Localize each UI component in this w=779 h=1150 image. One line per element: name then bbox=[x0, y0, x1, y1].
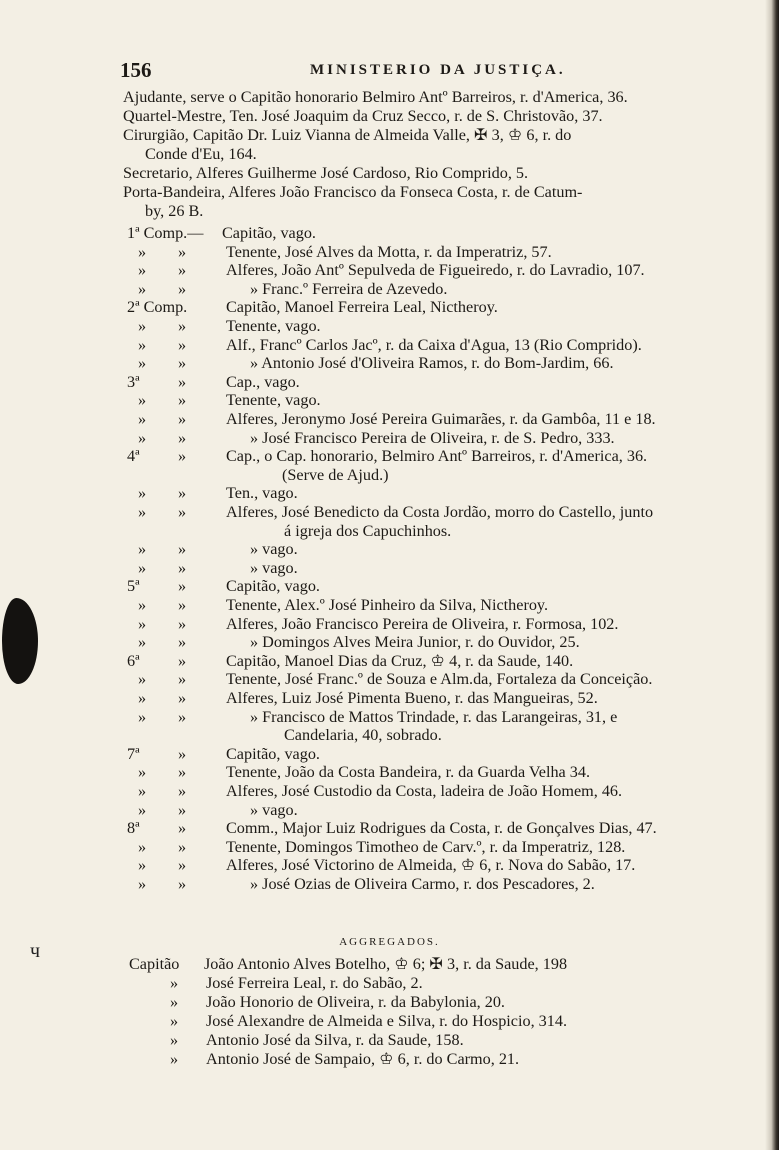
page-edge-shadow bbox=[765, 0, 779, 1150]
officer-entry: » Antonio José d'Oliveira Ramos, r. do Bom-Jardim, 66. bbox=[250, 354, 614, 373]
officer-entry: Capitão, Manoel Ferreira Leal, Nictheroy. bbox=[226, 298, 498, 317]
officer-entry: João Honorio de Oliveira, r. da Babylonia, 20. bbox=[206, 993, 505, 1011]
company-number: » bbox=[138, 242, 147, 261]
officer-entry: Tenente, Alex.º José Pinheiro da Silva, Nictheroy. bbox=[226, 596, 549, 614]
officer-entry: João Antonio Alves Botelho, ♔ 6; ✠ 3, r. da Saude, 198 bbox=[204, 955, 568, 973]
company-number: » bbox=[138, 317, 147, 335]
margin-mark: ч bbox=[30, 940, 41, 962]
officer-entry: á igreja dos Capuchinhos. bbox=[284, 521, 452, 540]
ditto-mark: » bbox=[178, 856, 187, 875]
officer-entry: Candelaria, 40, sobrado. bbox=[284, 726, 442, 745]
company-number: » bbox=[138, 503, 147, 521]
officer-entry: Cap., vago. bbox=[226, 372, 300, 391]
company-number: » bbox=[138, 689, 147, 707]
company-number: 1ª Comp.— bbox=[127, 224, 204, 242]
company-number: » bbox=[138, 782, 147, 800]
officer-entry: » Francisco de Mattos Trindade, r. das Larangeiras, 31, e bbox=[250, 707, 618, 726]
company-number: 4ª bbox=[127, 447, 140, 466]
company-number: » bbox=[138, 279, 147, 298]
company-number: » bbox=[138, 428, 147, 447]
officer-entry: Tenente, Domingos Timotheo de Carv.º, r. da Imperatriz, 128. bbox=[226, 837, 626, 856]
staff-line: Conde d'Eu, 164. bbox=[145, 145, 257, 163]
company-number: » bbox=[138, 670, 147, 689]
ditto-mark: » bbox=[178, 354, 187, 373]
officer-entry: » José Francisco Pereira de Oliveira, r. de S. Pedro, 333. bbox=[250, 428, 615, 447]
ditto-mark: » bbox=[178, 596, 187, 614]
company-number: » bbox=[138, 391, 147, 410]
ditto-mark: » bbox=[178, 707, 187, 726]
rank-label: » bbox=[170, 974, 179, 992]
officer-entry: Alf., Francº Carlos Jacº, r. da Caixa d'Agua, 13 (Rio Comprido). bbox=[226, 335, 642, 354]
ditto-mark: » bbox=[178, 837, 187, 856]
ditto-mark: » bbox=[178, 410, 187, 428]
officer-entry: Tenente, José Franc.º de Souza e Alm.da, Fortaleza da Conceição. bbox=[226, 670, 653, 689]
ditto-mark: » bbox=[178, 540, 187, 559]
officer-entry: Tenente, João da Costa Bandeira, r. da Guarda Velha 34. bbox=[226, 763, 591, 782]
ditto-mark: » bbox=[178, 558, 187, 577]
page-header bbox=[120, 58, 740, 86]
officer-entry: Alferes, Jeronymo José Pereira Guimarães, r. da Gambôa, 11 e 18. bbox=[226, 410, 656, 428]
company-number: 3ª bbox=[127, 372, 140, 391]
officer-entry: José Ferreira Leal, r. do Sabão, 2. bbox=[206, 974, 423, 992]
aggregados-heading: AGGREGADOS. bbox=[339, 936, 440, 948]
company-number: » bbox=[138, 875, 147, 893]
staff-line: Secretario, Alferes Guilherme José Cardoso, Rio Comprido, 5. bbox=[123, 164, 529, 182]
staff-line: Ajudante, serve o Capitão honorario Belmiro Antº Barreiros, r. d'America, 36. bbox=[123, 88, 628, 106]
staff-line: by, 26 B. bbox=[145, 202, 204, 220]
ditto-mark: » bbox=[178, 782, 187, 800]
staff-line: Quartel-Mestre, Ten. José Joaquim da Cruz Secco, r. de S. Christovão, 37. bbox=[123, 107, 603, 125]
company-number: » bbox=[138, 837, 147, 856]
officer-entry: » Franc.º Ferreira de Azevedo. bbox=[250, 279, 448, 298]
company-number: 6ª bbox=[127, 651, 140, 670]
company-number: » bbox=[138, 558, 147, 577]
ditto-mark: » bbox=[178, 800, 187, 819]
officer-entry: Tenente, vago. bbox=[226, 391, 321, 410]
ditto-mark: » bbox=[178, 261, 187, 280]
ditto-mark: » bbox=[178, 391, 187, 410]
ditto-mark: » bbox=[178, 503, 187, 521]
company-number: » bbox=[138, 335, 147, 354]
officer-entry: Alferes, Luiz José Pimenta Bueno, r. das Mangueiras, 52. bbox=[226, 689, 598, 707]
ditto-mark: » bbox=[178, 633, 187, 652]
officer-entry: » José Ozias de Oliveira Carmo, r. dos Pescadores, 2. bbox=[250, 875, 595, 893]
company-number: » bbox=[138, 707, 147, 726]
officer-entry: Tenente, vago. bbox=[226, 317, 321, 335]
company-number: » bbox=[138, 354, 147, 373]
ditto-mark: » bbox=[178, 819, 187, 838]
rank-label: » bbox=[170, 1012, 179, 1030]
officer-entry: » vago. bbox=[250, 800, 298, 819]
ditto-mark: » bbox=[178, 670, 187, 689]
officer-entry: Capitão, vago. bbox=[222, 224, 316, 242]
ditto-mark: » bbox=[178, 242, 187, 261]
company-number: » bbox=[138, 484, 147, 503]
company-number: 5ª bbox=[127, 577, 140, 596]
page-title: MINISTERIO DA JUSTIÇA. bbox=[310, 62, 566, 78]
rank-label: » bbox=[170, 1031, 179, 1049]
company-number: » bbox=[138, 596, 147, 614]
ditto-mark: » bbox=[178, 428, 187, 447]
ditto-mark: » bbox=[178, 614, 187, 633]
ink-blot bbox=[2, 598, 38, 684]
officer-entry: Capitão, Manoel Dias da Cruz, ♔ 4, r. da Saude, 140. bbox=[226, 651, 574, 670]
company-number: » bbox=[138, 614, 147, 633]
company-number: » bbox=[138, 540, 147, 559]
officer-entry: (Serve de Ajud.) bbox=[282, 465, 389, 484]
ditto-mark: » bbox=[178, 484, 187, 503]
ditto-mark: » bbox=[178, 335, 187, 354]
ditto-mark: » bbox=[178, 577, 187, 596]
company-number: 2ª Comp. bbox=[127, 298, 188, 317]
officer-entry: Capitão, vago. bbox=[226, 744, 320, 763]
officer-entry: Antonio José de Sampaio, ♔ 6, r. do Carmo, 21. bbox=[206, 1050, 520, 1068]
officer-entry: Alferes, João Antº Sepulveda de Figueiredo, r. do Lavradio, 107. bbox=[226, 261, 645, 280]
officer-entry: José Alexandre de Almeida e Silva, r. do Hospicio, 314. bbox=[206, 1012, 568, 1030]
officer-entry: Alferes, José Benedicto da Costa Jordão, morro do Castello, junto bbox=[226, 503, 654, 521]
officer-entry: » Domingos Alves Meira Junior, r. do Ouvidor, 25. bbox=[250, 633, 580, 652]
ditto-mark: » bbox=[178, 651, 187, 670]
officer-entry: » vago. bbox=[250, 558, 298, 577]
rank-label: » bbox=[170, 993, 179, 1011]
officer-entry: Tenente, José Alves da Motta, r. da Imperatriz, 57. bbox=[226, 242, 552, 261]
ditto-mark: » bbox=[178, 447, 187, 466]
page-number: 156 bbox=[120, 58, 152, 82]
staff-line: Porta-Bandeira, Alferes João Francisco da Fonseca Costa, r. de Catum- bbox=[123, 183, 583, 201]
staff-line: Cirurgião, Capitão Dr. Luiz Vianna de Almeida Valle, ✠ 3, ♔ 6, r. do bbox=[123, 126, 572, 144]
officer-entry: Cap., o Cap. honorario, Belmiro Antº Barreiros, r. d'America, 36. bbox=[226, 447, 648, 466]
ditto-mark: » bbox=[178, 279, 187, 298]
officer-entry: Alferes, José Custodio da Costa, ladeira de João Homem, 46. bbox=[226, 782, 623, 800]
ditto-mark: » bbox=[178, 317, 187, 335]
officer-entry: Antonio José da Silva, r. da Saude, 158. bbox=[206, 1031, 464, 1049]
officer-entry: Ten., vago. bbox=[226, 484, 298, 503]
rank-label: Capitão bbox=[129, 955, 180, 973]
officer-entry: Alferes, José Victorino de Almeida, ♔ 6, r. Nova do Sabão, 17. bbox=[226, 856, 636, 875]
company-number: » bbox=[138, 763, 147, 782]
officer-entry: » vago. bbox=[250, 540, 298, 559]
ditto-mark: » bbox=[178, 372, 187, 391]
company-number: » bbox=[138, 633, 147, 652]
officer-entry: Comm., Major Luiz Rodrigues da Costa, r. de Gonçalves Dias, 47. bbox=[226, 819, 657, 838]
ditto-mark: » bbox=[178, 744, 187, 763]
ditto-mark: » bbox=[178, 763, 187, 782]
company-number: » bbox=[138, 856, 147, 875]
officer-entry: Capitão, vago. bbox=[226, 577, 320, 596]
officer-entry: Alferes, João Francisco Pereira de Oliveira, r. Formosa, 102. bbox=[226, 614, 619, 633]
company-number: 8ª bbox=[127, 819, 140, 838]
ditto-mark: » bbox=[178, 875, 187, 893]
rank-label: » bbox=[170, 1050, 179, 1068]
company-number: » bbox=[138, 410, 147, 428]
company-number: » bbox=[138, 800, 147, 819]
ditto-mark: » bbox=[178, 689, 187, 707]
company-number: » bbox=[138, 261, 147, 280]
company-number: 7ª bbox=[127, 744, 140, 763]
